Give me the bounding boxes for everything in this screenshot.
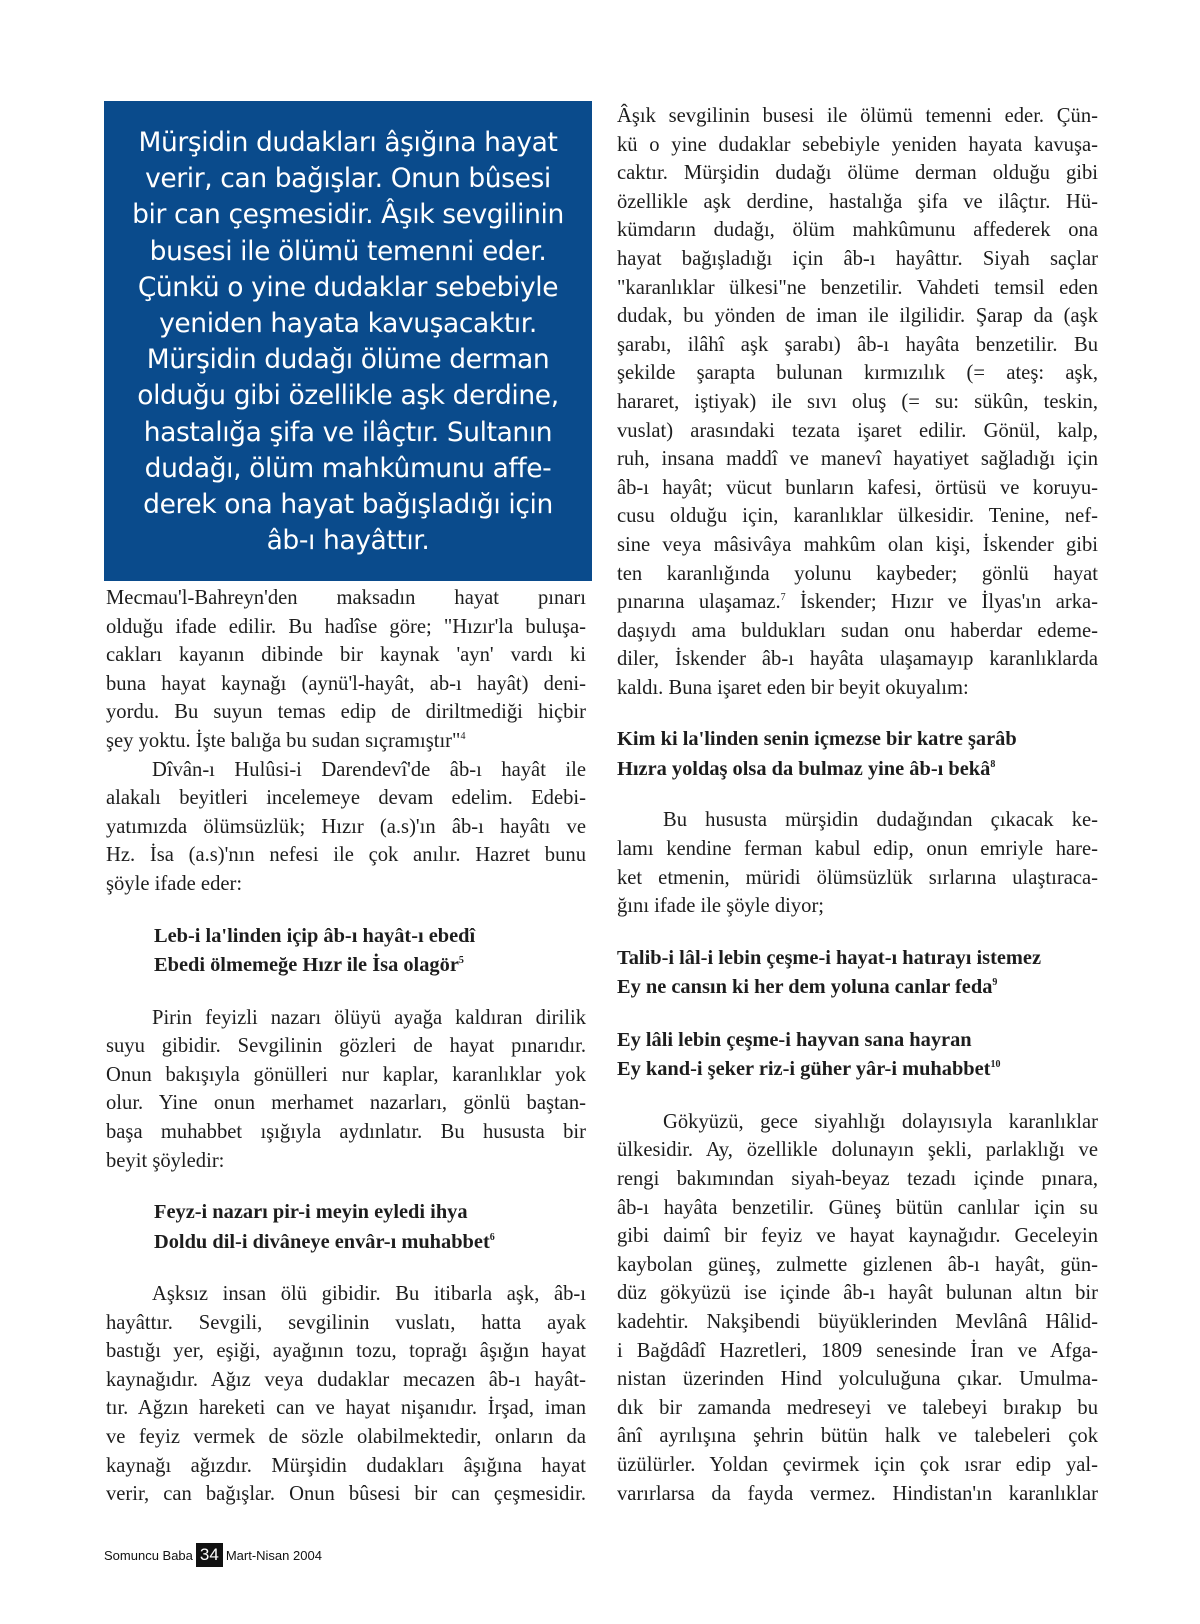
pull-quote-line: Mürşidin dudağı ölüme derman [146,344,550,376]
text-line: hararet, iştiyak) ile sıvı oluş (= su: sükûn, teskin, [617,390,1098,413]
text-line: dudak, bu yönden de iman ile ilgilidir. Şarap da (aşk [617,305,1098,328]
text-line: hayâttır. Sevgili, sevgilinin vuslatı, hatta ayak [106,1311,586,1334]
text-line: "karanlıklar ülkesi"ne benzetilir. Vahdeti temsil eden [617,276,1098,299]
text-line: özellikle aşk derdine, hastalığa şifa ve ilâçtır. Hü- [617,190,1098,213]
spacer [617,921,1098,944]
paragraph [617,806,1098,920]
pull-quote-line: busesi ile ölümü temenni eder. [149,235,547,267]
text-span: Doldu dil-i divâneye envâr-ı muhabbet [154,1230,490,1253]
paragraph [617,1108,1098,1508]
text-span: Hızra yoldaş olsa da bulmaz yine âb-ı bekâ [617,757,991,780]
verse-line [154,951,586,981]
footnote-ref: 8 [990,759,996,771]
text-line: suyu gibidir. Sevgilinin gözleri de hayat pınarıdır. [106,1035,586,1058]
spacer [617,1085,1098,1108]
text-line: diler, İskender âb-ı hayâta ulaşamayıp karanlıklarda [617,648,1098,671]
text-line: rengi bakımından siyah-beyaz tezadı içinde pınara, [617,1168,1098,1191]
text-line: Onun bakışıyla gönülleri nur kaplar, karanlıklar yok [106,1063,586,1086]
verse [617,725,1098,784]
text-line: varırlarsa da fayda vermez. Hindistan'ın karanlıklar [617,1482,1098,1505]
text-line: bastığı yer, eşiği, ayağının tozu, toprağı âşığın hayat [106,1340,586,1363]
pull-quote-line: derek ona hayat bağışladığı için [143,489,553,521]
text-line: olduğu ifade edilir. Bu hadîse göre; "Hızır'la buluşa- [106,615,586,638]
pull-quote [104,101,592,581]
footnote-ref: 10 [990,1059,1001,1071]
text-span: İskender; Hızır ve İlyas'ın arka- [785,591,1098,614]
text-line: Mecmau'l-Bahreyn'den maksadın hayat pınarı [106,587,586,609]
magazine-name: Somuncu Baba [104,1547,193,1563]
text-line: kaynağıdır. Ağız veya dudaklar mecazen âb-ı hayât- [106,1368,586,1391]
text-line: ten karanlığında yolunu kaybeder; gönlü hayat [617,562,1098,585]
text-line: kaybolan güneş, zulmette gizlenen âb-ı hayât, gün- [617,1253,1098,1276]
issue-date: Mart-Nisan 2004 [225,1547,322,1563]
footnote-ref: 9 [992,977,998,989]
pull-quote-line: hastalığa şifa ve ilâçtır. Sultanın [143,416,553,448]
text-line: Bu hususta mürşidin dudağından çıkacak ke- [663,809,1098,832]
verse-line: Leb-i la'linden içip âb-ı hayât-ı ebedî [154,924,476,947]
text-line: Aşksız insan ölü gibidir. Bu itibarla aşk, âb-ı [152,1283,586,1306]
text-line: Dîvân-ı Hulûsi-i Darendevî'de âb-ı hayât ile [152,758,586,781]
spacer [106,1175,586,1198]
left-column [106,584,586,1509]
pull-quote-line: Mürşidin dudakları âşığına hayat [138,127,558,158]
text-line: hayat bağışladığı için âb-ı hayâttır. Siyah saçlar [617,247,1098,270]
text-line: nistan üzerinden Hind yolculuğuna çıkar. Umulma- [617,1368,1098,1391]
text-line: yatımızda ölümsüzlük; Hızır (a.s)'ın âb-ı hayâtı ve [106,815,586,838]
verse-line [617,973,1098,1003]
text-line: sine veya mâsivâya mahkûm olan kişi, İskender gibi [617,533,1098,556]
text-line: âb-ı hayât; vücut bunların kafesi, örtüsü ve koruyu- [617,476,1098,499]
verse [617,1026,1098,1085]
text-line: Gökyüzü, gece siyahlığı dolayısıyla karanlıklar [663,1110,1098,1133]
text-line: caktır. Mürşidin dudağı ölüme derman olduğu gibi [617,162,1098,185]
text-span: Ey ne cansın ki her dem yoluna canlar feda [617,976,993,999]
text-line: kadehtir. Nakşibendi büyüklerinden Mevlânâ Hâlid- [617,1311,1098,1333]
text-line: cusu olduğu için, karanlıklar ülkesidir. Tenine, nef- [617,505,1098,528]
pull-quote-line: âb-ı hayâttır. [266,525,430,557]
text-line: lamı kendine ferman kabul edip, onun emriyle hare- [617,838,1098,861]
text-line: gibi daimî bir feyiz ve hayat kaynağıdır. Geceleyin [617,1225,1098,1248]
paragraph [617,102,1098,702]
verse [106,1198,586,1257]
text-line [106,727,586,756]
text-line: cakları kayanın dibinde bir kaynak 'ayn' vardı ki [106,644,586,667]
text-line: beyit şöyledir: [106,1149,225,1172]
text-line: Âşık sevgilinin busesi ile ölümü temenni eder. Çün- [617,105,1098,127]
spacer [617,1003,1098,1026]
verse-line: Talib-i lâl-i lebin çeşme-i hayat-ı hatırayı istemez [617,946,1042,969]
verse-line: Kim ki la'linden senin içmezse bir katre şarâb [617,728,1017,751]
text-line: düz gökyüzü ise içinde âb-ı hayât bulunan altın bir [617,1282,1098,1305]
verse-line [154,1228,586,1258]
pull-quote-line: bir can çeşmesidir. Âşık sevgilinin [132,199,564,231]
text-line: âb-ı hayâta benzetilir. Güneş bütün canlılar için su [617,1196,1098,1219]
text-line: daşıydı ama buldukları sudan onu haberdar edeme- [617,619,1098,642]
text-line: kaldı. Buna işaret eden bir beyit okuyalım: [617,676,969,699]
text-span: şey yoktu. İşte balığa bu sudan sıçramıştır" [106,729,461,752]
text-line: dık bir zamanda medreseyi ve talebeyi bırakıp bu [617,1396,1098,1419]
spacer [617,784,1098,806]
footnote-ref: 6 [489,1231,495,1243]
footnote-ref: 7 [780,592,786,604]
text-line: verir, can bağışlar. Onun bûsesi bir can çeşmesidir. [106,1483,586,1506]
text-line: kü o yine dudaklar sebebiyle yeniden hayata kavuşa- [617,133,1098,156]
pull-quote-line: yeniden hayata kavuşacaktır. [159,308,537,340]
text-line: şarabı, ilâhî aşk şarabı) âb-ı hayâta benzetilir. Bu [617,333,1098,356]
pull-quote-line: verir, can bağışlar. Onun bûsesi [145,163,551,195]
verse [617,944,1098,1003]
text-line: şekilde şarapta bulunan kırmızılık (= ateş: aşk, [617,362,1098,385]
spacer [106,981,586,1004]
text-line: kaynağı ağızdır. Mürşidin dudakları âşığına hayat [106,1454,586,1477]
verse-line: Feyz-i nazarı pir-i meyin eyledi ihya [154,1201,468,1224]
paragraph [106,1280,586,1509]
verse-line [617,1055,1098,1085]
footnote-ref: 4 [460,731,466,743]
page-footer [104,1542,322,1568]
text-line: ket etmenin, müridi ölümsüzlük sırlarına ulaştıraca- [617,866,1098,889]
text-span: Ebedi ölmemeğe Hızr ile İsa olagör [154,954,459,977]
verse-line [617,755,1098,785]
spacer [106,1257,586,1280]
page-number: 34 [196,1543,223,1567]
paragraph [106,584,586,756]
text-line: kümdarın dudağı, ölüm mahkûmunu affederek ona [617,219,1098,242]
text-line: şöyle ifade eder: [106,872,243,895]
paragraph [106,1004,586,1176]
pull-quote-line: Çünkü o yine dudaklar sebebiyle [137,271,559,303]
text-line: yordu. Bu suyun temas edip de diriltmediği hiçbir [106,701,586,724]
text-line: olur. Yine onun merhamet nazarları, gönlü baştan- [106,1092,586,1115]
paragraph [106,756,586,899]
text-line: buna hayat kaynağı (aynü'l-hayât, ab-ı hayât) deni- [106,672,586,695]
text-line: üzülürler. Yoldan çevirmek için çok ısrar edip yal- [617,1453,1098,1476]
text-span: Ey kand-i şeker riz-i güher yâr-i muhabbet [617,1058,991,1081]
text-line: ve feyiz vermek de sözle olabilmektedir, onların da [106,1426,586,1449]
text-line: tır. Ağzın hareketi can ve hayat nişanıdır. İrşad, iman [106,1397,586,1420]
text-line: ülkesidir. Ay, özellikle dolunayın şekli, parlaklığı ve [617,1139,1098,1162]
spacer [617,702,1098,725]
text-span: pınarına ulaşamaz. [617,591,781,614]
text-line [617,588,1098,617]
text-line: vuslat) arasındaki tezata işaret edilir. Gönül, kalp, [617,419,1098,442]
text-line: ğını ifade ile şöyle diyor; [617,895,825,918]
footnote-ref: 5 [458,955,464,967]
text-line: ruh, insana maddî ve manevî hayatiyet sağladığı için [617,448,1098,471]
spacer [106,899,586,922]
text-line: alakalı beyitleri incelemeye devam edelim. Edebi- [106,787,586,810]
pull-quote-line: olduğu gibi özellikle aşk derdine, [137,380,559,412]
right-column [617,102,1098,1508]
pull-quote-line: dudağı, ölüm mahkûmunu affe- [144,452,552,484]
text-line: i Bağdâdî Hazretleri, 1809 senesinde İran ve Afga- [617,1339,1098,1362]
text-line: başa muhabbet ışığıyla aydınlatır. Bu hususta bir [106,1120,586,1143]
verse-line: Ey lâli lebin çeşme-i hayvan sana hayran [617,1028,972,1051]
verse [106,922,586,981]
text-line: ânî ayrılışına şehrin bütün halk ve talebeleri çok [617,1425,1098,1448]
text-line: Pirin feyizli nazarı ölüyü ayağa kaldıran dirilik [152,1006,586,1029]
text-line: Hz. İsa (a.s)'nın nefesi ile çok anılır. Hazret bunu [106,844,586,867]
